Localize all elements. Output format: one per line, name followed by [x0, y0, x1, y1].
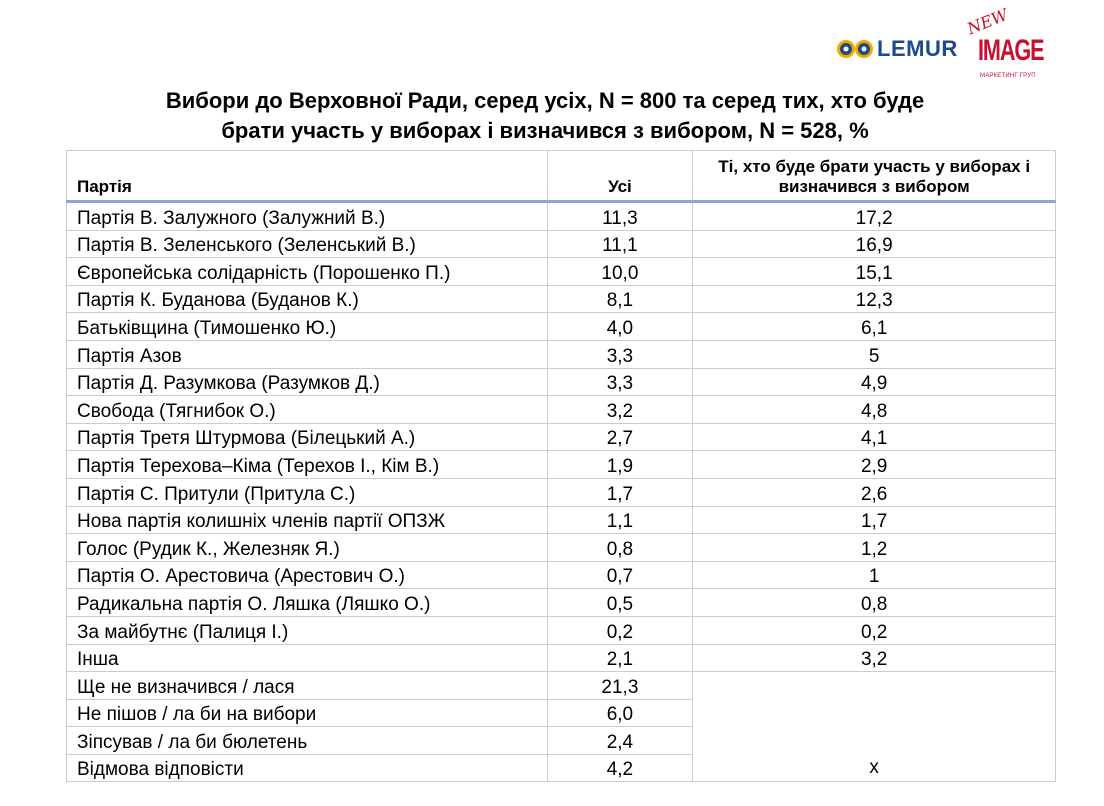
- participating-cell: 4,9: [693, 368, 1056, 396]
- table-row: [67, 561, 1056, 589]
- party-cell: Не пішов / ла би на вибори: [67, 699, 548, 727]
- all-cell: 8,1: [547, 285, 693, 313]
- lemur-logo-text: LEMUR: [877, 36, 958, 61]
- participating-cell: 3,2: [693, 644, 1056, 672]
- table-row: [67, 396, 1056, 424]
- participating-cell: 0,8: [693, 589, 1056, 617]
- participating-cell: 16,9: [693, 230, 1056, 258]
- party-cell: Партія Д. Разумкова (Разумков Д.): [67, 368, 548, 396]
- all-cell: 2,7: [547, 423, 693, 451]
- all-cell: 10,0: [547, 258, 693, 286]
- party-cell: Партія В. Зеленського (Зеленський В.): [67, 230, 548, 258]
- table-row: [67, 340, 1056, 368]
- all-cell: 1,1: [547, 506, 693, 534]
- table-body: [67, 202, 1056, 782]
- party-cell: Голос (Рудик К., Железняк Я.): [67, 534, 548, 562]
- table-row: [67, 644, 1056, 672]
- table-row: [67, 451, 1056, 479]
- participating-cell: 6,1: [693, 313, 1056, 341]
- party-cell: Партія К. Буданова (Буданов К.): [67, 285, 548, 313]
- party-cell: Нова партія колишніх членів партії ОПЗЖ: [67, 506, 548, 534]
- table-row: [67, 258, 1056, 286]
- title-line-1: Вибори до Верховної Ради, серед усіх, N = 800 та серед тих, хто буде: [165, 88, 925, 113]
- header-participating: Ті, хто буде брати участь у виборах і визначився з вибором: [693, 151, 1056, 202]
- participating-cell: 15,1: [693, 258, 1056, 286]
- party-cell: Партія Азов: [67, 340, 548, 368]
- lemur-eyes-icon: [836, 38, 874, 60]
- all-cell: 2,4: [547, 727, 693, 755]
- participating-cell: 4,1: [693, 423, 1056, 451]
- table-row: [67, 285, 1056, 313]
- new-image-logo-image: IMAGE: [978, 34, 1044, 67]
- all-cell: 6,0: [547, 699, 693, 727]
- table-row: [67, 368, 1056, 396]
- lemur-logo: [836, 34, 958, 64]
- party-cell: Свобода (Тягнибок О.): [67, 396, 548, 424]
- header-all: Усі: [547, 151, 693, 202]
- participating-cell: 1: [693, 561, 1056, 589]
- participating-cell: 2,9: [693, 451, 1056, 479]
- party-cell: Партія Терехова–Кіма (Терехов І., Кім В.): [67, 451, 548, 479]
- new-image-logo-subtext: МАРКЕТИНГ ГРУП: [980, 73, 1036, 79]
- all-cell: 11,1: [547, 230, 693, 258]
- table-row: [67, 589, 1056, 617]
- party-cell: Партія О. Арестовича (Арестович О.): [67, 561, 548, 589]
- table-row: [67, 423, 1056, 451]
- new-image-logo: [964, 4, 1048, 84]
- all-cell: 1,9: [547, 451, 693, 479]
- all-cell: 4,0: [547, 313, 693, 341]
- all-cell: 4,2: [547, 754, 693, 782]
- all-cell: 2,1: [547, 644, 693, 672]
- table-row: [67, 506, 1056, 534]
- all-cell: 3,3: [547, 368, 693, 396]
- participating-cell: 0,2: [693, 616, 1056, 644]
- party-cell: Інша: [67, 644, 548, 672]
- party-cell: Партія Третя Штурмова (Білецький А.): [67, 423, 548, 451]
- party-cell: Батьківщина (Тимошенко Ю.): [67, 313, 548, 341]
- table-row: [67, 202, 1056, 231]
- party-cell: За майбутнє (Палиця І.): [67, 616, 548, 644]
- results-table: [66, 150, 1056, 782]
- all-cell: 1,7: [547, 478, 693, 506]
- party-cell: Європейська солідарність (Порошенко П.): [67, 258, 548, 286]
- new-image-logo-new: NEW: [964, 4, 1011, 39]
- all-cell: 3,3: [547, 340, 693, 368]
- party-cell: Відмова відповісти: [67, 754, 548, 782]
- table-header-row: [67, 151, 1056, 202]
- party-cell: Партія С. Притули (Притула С.): [67, 478, 548, 506]
- all-cell: 0,8: [547, 534, 693, 562]
- participating-cell: 1,7: [693, 506, 1056, 534]
- table-row: [67, 313, 1056, 341]
- participating-cell: 2,6: [693, 478, 1056, 506]
- party-cell: Зіпсував / ла би бюлетень: [67, 727, 548, 755]
- table-row: [67, 230, 1056, 258]
- party-cell: Партія В. Залужного (Залужний В.): [67, 202, 548, 231]
- header-party: Партія: [67, 151, 548, 202]
- all-cell: 0,2: [547, 616, 693, 644]
- participating-cell: 1,2: [693, 534, 1056, 562]
- party-cell: Радикальна партія О. Ляшка (Ляшко О.): [67, 589, 548, 617]
- table-row: [67, 672, 1056, 700]
- party-cell: Ще не визначився / лася: [67, 672, 548, 700]
- participating-cell: 5: [693, 340, 1056, 368]
- participating-cell: 17,2: [693, 202, 1056, 231]
- all-cell: 11,3: [547, 202, 693, 231]
- table-row: [67, 616, 1056, 644]
- participating-cell: 12,3: [693, 285, 1056, 313]
- title-line-2: брати участь у виборах і визначився з вибором, N = 528, %: [221, 118, 869, 143]
- all-cell: 0,7: [547, 561, 693, 589]
- all-cell: 21,3: [547, 672, 693, 700]
- all-cell: 0,5: [547, 589, 693, 617]
- table-row: [67, 478, 1056, 506]
- participating-merged-cell: х: [693, 672, 1056, 782]
- participating-cell: 4,8: [693, 396, 1056, 424]
- all-cell: 3,2: [547, 396, 693, 424]
- page-title: [60, 86, 1030, 146]
- table-row: [67, 534, 1056, 562]
